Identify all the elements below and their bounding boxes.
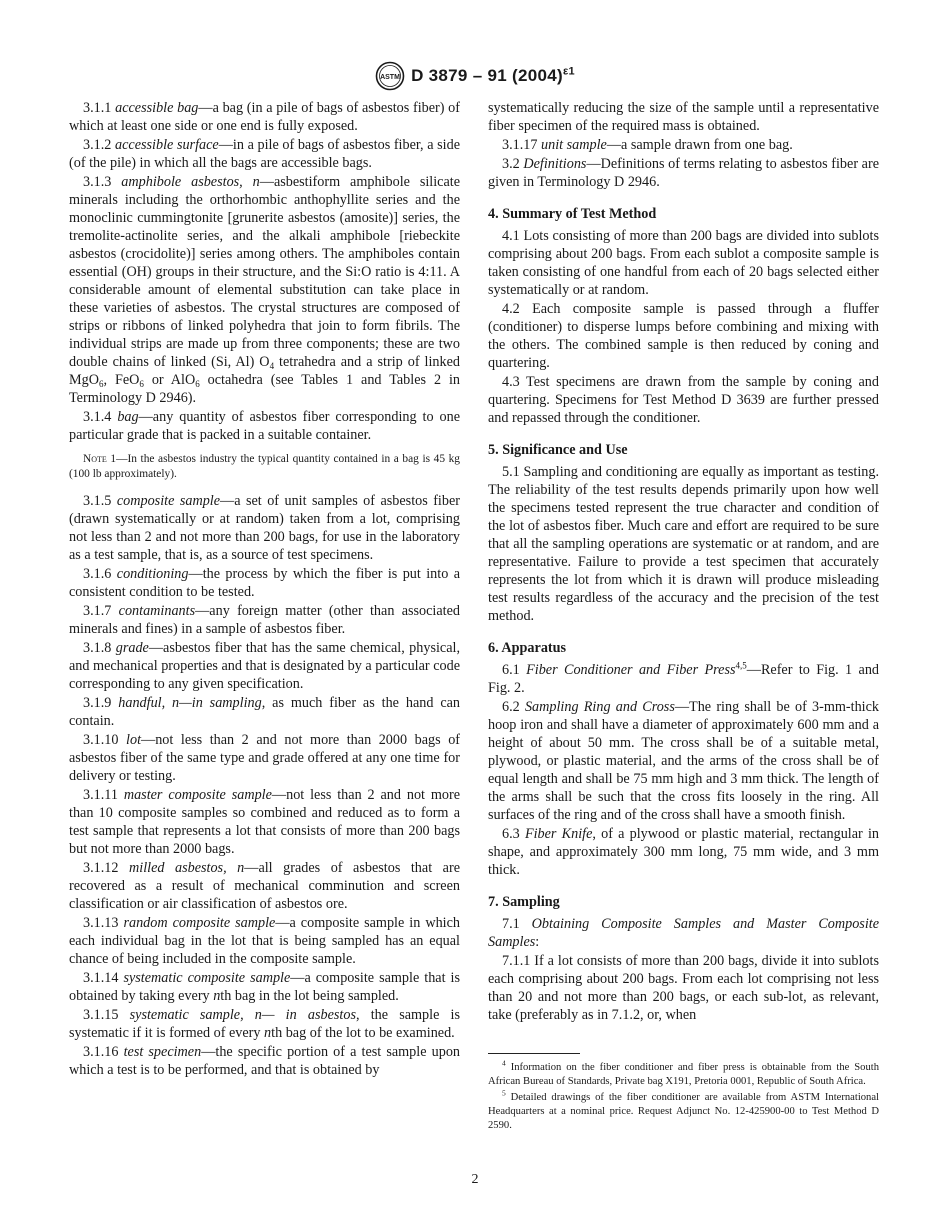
definition-3-1-4: 3.1.4 bag—any quantity of asbestos fiber corresponding to one particular grade that is packed in a suitable container.	[69, 409, 460, 443]
definition-3-1-17: 3.1.17 unit sample—a sample drawn from one bag.	[502, 137, 793, 153]
footnote-divider	[488, 1053, 580, 1054]
section-4-3: 4.3 Test specimens are drawn from the sample by coning and quartering. Specimens for Test Method D 3639 are further pressed and repassed through the conditioner.	[488, 374, 879, 426]
section-7-1-1: 7.1.1 If a lot consists of more than 200 bags, divide it into sublots each comprising about 200 bags. From each lot comprising not less than 20 and not more than 200 bags, or each sub-lot, as relevant, take (preferably as in 7.1.2, or, when	[488, 953, 879, 1023]
definition-3-1-3: 3.1.3 amphibole asbestos, n—asbestiform amphibole silicate minerals including the orthorhombic anthophyllite series and the monoclinic cummingtonite [grunerite asbestos (amosite)] series, the tremolite-actinolite series, and the alkali amphibole [riebeckite asbestos (crocidolite)] series among others. The amphiboles contain essential (OH) groups in their structure, and the Si:O ratio is 4:11. A considerable amount of elemental substitution can take place in these varieties of asbestos. The crystal structures are composed of strips or ribbons of linked polyhedra that join to form fibrils. The individual strips are made up from three components; these are two double chains of linked (Si, Al) $O_4$ tetrahedra and a strip of linked MgO$_6$, FeO$_6$ or AlO$_6$ octahedra (see Tables 1 and Tables 2 in Terminology D 2946).	[69, 174, 461, 406]
definition-3-1-15: 3.1.15 systematic sample, n— in asbestos, the sample is systematic if it is formed of every nth bag of the lot to be examined.	[69, 1007, 461, 1041]
definition-3-1-13: 3.1.13 random composite sample—a composite sample in which each individual bag in the lot that is being sampled has an equal chance of being included in the composite sample.	[69, 915, 460, 967]
designation-edition: ε1	[562, 65, 575, 78]
section-6-3: 6.3 Fiber Knife, of a plywood or plastic material, rectangular in shape, and approximately 300 mm long, 75 mm wide, and 3 mm thick.	[488, 826, 879, 878]
page-number: 2	[471, 1172, 479, 1187]
left-column	[69, 99, 460, 1079]
definition-3-1-16: 3.1.16 test specimen—the specific portion of a test sample upon which a test is to be performed, and that is obtained by	[69, 1044, 461, 1078]
definition-3-1-9: 3.1.9 handful, n—in sampling, as much fiber as the hand can contain.	[69, 695, 461, 729]
heading-apparatus: 6. Apparatus	[488, 640, 567, 656]
definition-3-1-7: 3.1.7 contaminants—any foreign matter (other than associated minerals and fines) in a sample of asbestos fiber.	[69, 603, 460, 637]
designation-text: D 3879 – 91 (2004)	[411, 66, 563, 85]
definition-3-1-1: 3.1.1 accessible bag—a bag (in a pile of bags of asbestos fiber) of which at least one side or one end is fully exposed.	[69, 100, 461, 134]
page-header	[0, 60, 950, 92]
heading-sampling: 7. Sampling	[488, 894, 560, 910]
heading-significance-and-use: 5. Significance and Use	[488, 442, 628, 458]
definition-3-1-14: 3.1.14 systematic composite sample—a composite sample that is obtained by taking every nth bag in the lot being sampled.	[69, 970, 460, 1004]
definition-3-1-16-continued: systematically reducing the size of the sample until a representative fiber specimen of the required mass is obtained.	[488, 100, 879, 134]
heading-summary-of-test-method: 4. Summary of Test Method	[488, 206, 657, 222]
section-4-2: 4.2 Each composite sample is passed through a fluffer (conditioner) to disperse lumps before combining and mixing with the others. The combined sample is then reduced by coning and quartering.	[488, 301, 879, 371]
document-designation	[411, 66, 575, 86]
logo-text: ASTM	[380, 74, 400, 81]
footnote-5: $^5$ Detailed drawings of the fiber conditioner are available from ASTM International Headquarters at a nominal price. Request Adjunct No. 12-425900-00 to Test Method D 2590.	[488, 1088, 879, 1131]
footnotes	[488, 1058, 879, 1135]
definition-3-1-12: 3.1.12 milled asbestos, n—all grades of asbestos that are recovered as a result of mechanical comminution and screen classification or air classification of asbestos ore.	[69, 860, 460, 912]
right-column	[488, 99, 879, 1024]
footnote-4: $^4$ Information on the fiber conditioner and fiber press is obtainable from the South African Bureau of Standards, Private bag X191, Pretoria 0001, Republic of South Africa.	[488, 1058, 879, 1087]
section-7-1: 7.1 Obtaining Composite Samples and Master Composite Samples:	[488, 916, 880, 950]
astm-logo-icon	[375, 61, 405, 91]
definition-3-1-2: 3.1.2 accessible surface—in a pile of bags of asbestos fiber, a side (of the pile) in which all the bags are accessible bags.	[69, 137, 461, 171]
section-5-1: 5.1 Sampling and conditioning are equally as important as testing. The reliability of the test results depends primarily upon how well the specimens tested represent the true character and condition of the lot of asbestos fiber. Much care and effort are required to be sure that all the sampling operations are systematic or at random, and are representative. Failure to provide a test specimen that accurately represents the lot from which it is drawn will produce misleading test results regardless of the accuracy and the precision of the test method.	[488, 464, 879, 624]
section-6-1: 6.1 Fiber Conditioner and Fiber Press$^{4,5}$—Refer to Fig. 1 and Fig. 2.	[488, 660, 880, 696]
definition-3-1-10: 3.1.10 lot—not less than 2 and not more than 2000 bags of asbestos fiber of the same type and grade offered at any one time for delivery or testing.	[69, 732, 461, 784]
section-4-1: 4.1 Lots consisting of more than 200 bags are divided into sublots comprising about 200 bags. From each sublot a composite sample is taken consisting of one handful from each of 20 bags selected either systematically or at random.	[488, 228, 879, 298]
definition-3-1-5: 3.1.5 composite sample—a set of unit samples of asbestos fiber (drawn systematically or at random) taken from a lot, comprising not less than 2 and not more than 200 bags, for use in the laboratory as a test sample, that is, as a source of test specimens.	[69, 493, 460, 563]
section-6-2: 6.2 Sampling Ring and Cross—The ring shall be of 3-mm-thick hoop iron and shall have a diameter of approximately 600 mm and a height of about 50 mm. The cross shall be of a suitable metal, plywood, or plastic material, and the arms of the cross shall be of equal length and shall be 75 mm high and 3 mm thick. The length of the arms shall be such that the cross fits loosely in the ring. All surfaces of the ring and of the cross shall have a smooth finish.	[488, 699, 879, 823]
definition-3-1-8: 3.1.8 grade—asbestos fiber that has the same chemical, physical, and mechanical properties and that is designated by a particular code corresponding to any given specification.	[69, 640, 460, 692]
section-3-2: 3.2 Definitions—Definitions of terms relating to asbestos fiber are given in Terminology D 2946.	[488, 156, 879, 190]
definition-3-1-6: 3.1.6 conditioning—the process by which the fiber is put into a consistent condition to be tested.	[69, 566, 460, 600]
definition-3-1-11: 3.1.11 master composite sample—not less than 2 and not more than 10 composite samples so combined and reduced as to form a test sample that represents a lot that consists of more than 200 bags but not more than 2000 bags.	[69, 787, 460, 857]
note-1: Note 1—In the asbestos industry the typical quantity contained in a bag is 45 kg (100 lb approximately).	[69, 453, 460, 480]
